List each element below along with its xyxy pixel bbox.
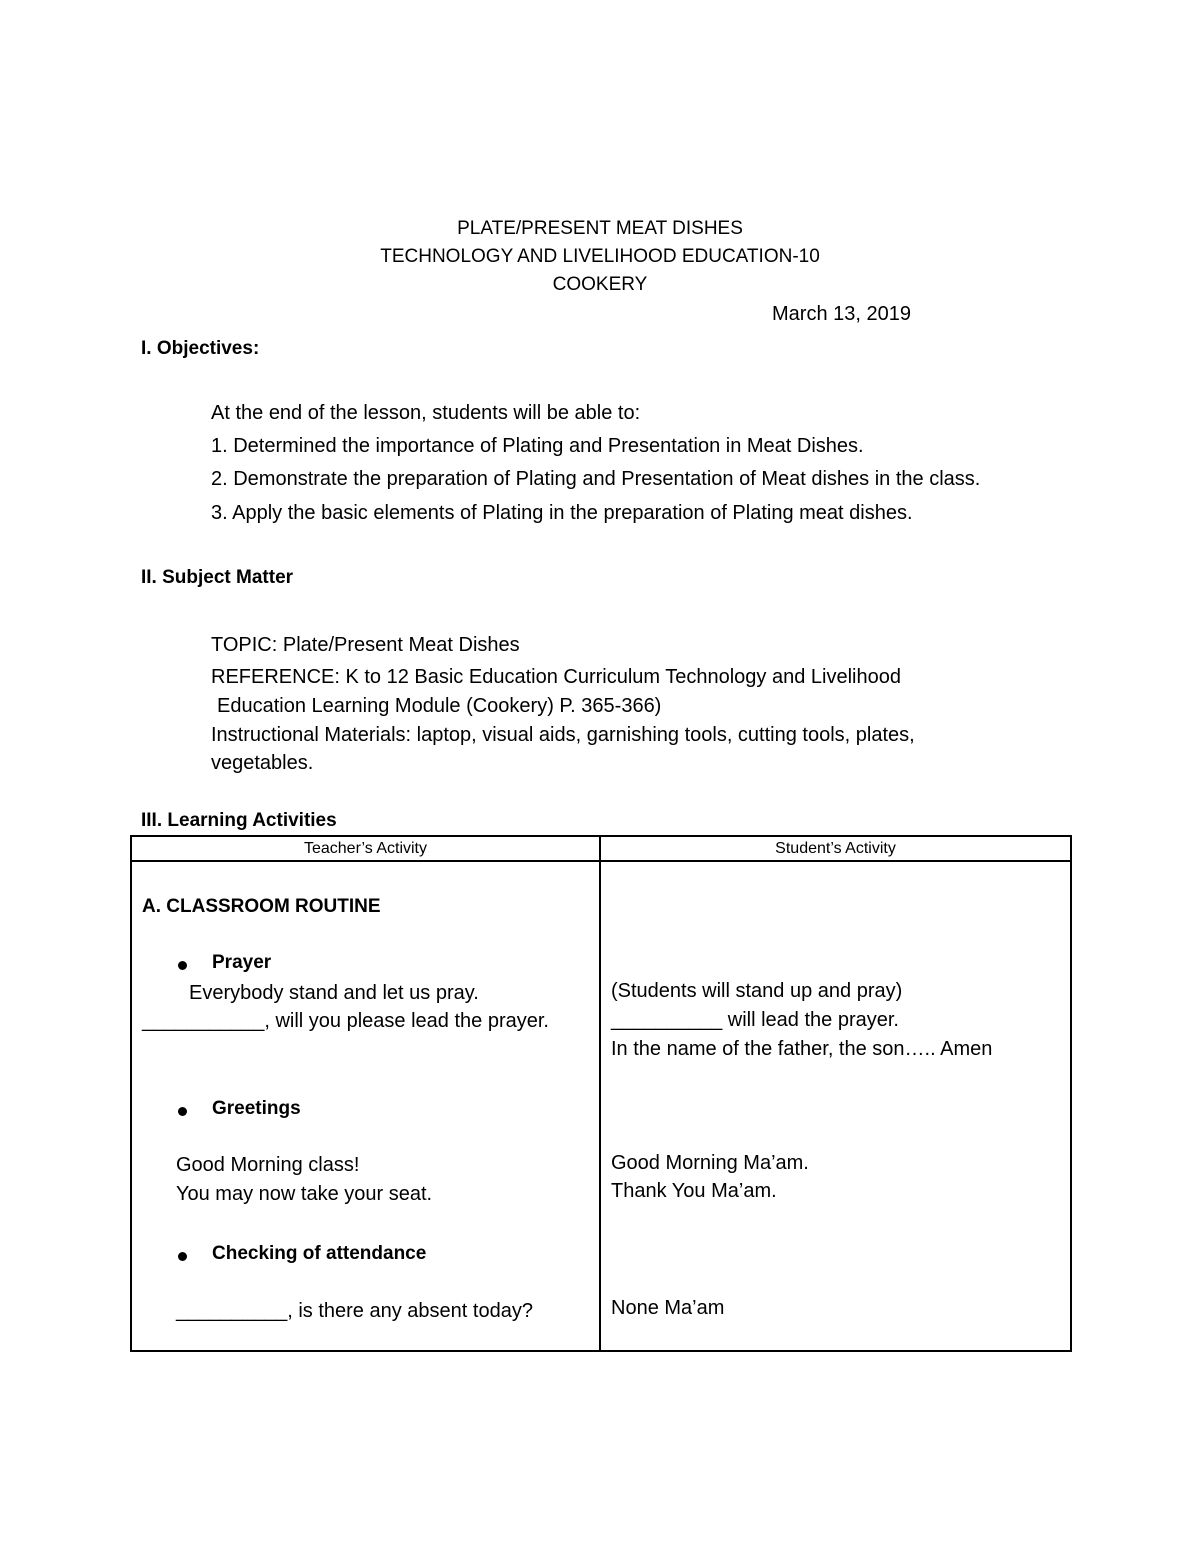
materials-line-continued: vegetables. [211,752,314,774]
objective-item: 2. Demonstrate the preparation of Plating and Presentation of Meat dishes in the class. [211,468,981,490]
greetings-label: Greetings [212,1098,301,1119]
teacher-activity-header: Teacher’s Activity [131,836,600,861]
attendance-student-line: None Ma’am [611,1297,725,1319]
prayer-label: Prayer [212,952,272,973]
attendance-label: Checking of attendance [212,1243,427,1264]
materials-line: Instructional Materials: laptop, visual aids, garnishing tools, cutting tools, plates, [211,724,915,746]
prayer-student-line: __________ will lead the prayer. [611,1009,899,1031]
prayer-teacher-line: ___________, will you please lead the prayer. [142,1010,549,1032]
table-row [131,861,1071,1351]
greetings-teacher-line: Good Morning class! [176,1154,360,1176]
objectives-intro: At the end of the lesson, students will be able to: [211,402,641,424]
objective-item: 1. Determined the importance of Plating and Presentation in Meat Dishes. [211,435,864,457]
topic-line: TOPIC: Plate/Present Meat Dishes [211,634,520,656]
attendance-teacher-line: __________, is there any absent today? [176,1300,533,1322]
document-title: PLATE/PRESENT MEAT DISHES [457,218,743,239]
student-activity-header: Student’s Activity [600,836,1071,861]
student-activity-cell [600,861,1071,1351]
greetings-student-line: Good Morning Ma’am. [611,1152,809,1174]
bullet-icon [178,1252,187,1261]
prayer-teacher-line: Everybody stand and let us pray. [189,982,479,1004]
bullet-icon [178,961,187,970]
subject-matter-heading: II. Subject Matter [141,567,294,588]
greetings-teacher-line: You may now take your seat. [176,1183,433,1205]
learning-activities-table [130,835,1072,1352]
subject-line: TECHNOLOGY AND LIVELIHOOD EDUCATION-10 [380,246,820,267]
objectives-heading: I. Objectives: [141,338,260,359]
learning-activities-heading: III. Learning Activities [141,810,337,831]
teacher-activity-cell [131,861,600,1351]
strand-line: COOKERY [552,274,648,295]
reference-line: REFERENCE: K to 12 Basic Education Curriculum Technology and Livelihood [211,666,901,688]
greetings-student-line: Thank You Ma’am. [611,1180,777,1202]
routine-heading: A. CLASSROOM ROUTINE [142,896,381,917]
objective-item: 3. Apply the basic elements of Plating in the preparation of Plating meat dishes. [211,502,913,524]
bullet-icon [178,1107,187,1116]
table-header-row [131,836,1071,861]
prayer-student-line: In the name of the father, the son….. Amen [611,1038,993,1060]
prayer-student-line: (Students will stand up and pray) [611,980,903,1002]
document-date: March 13, 2019 [772,303,911,325]
reference-line-continued: Education Learning Module (Cookery) P. 365-366) [217,695,662,717]
